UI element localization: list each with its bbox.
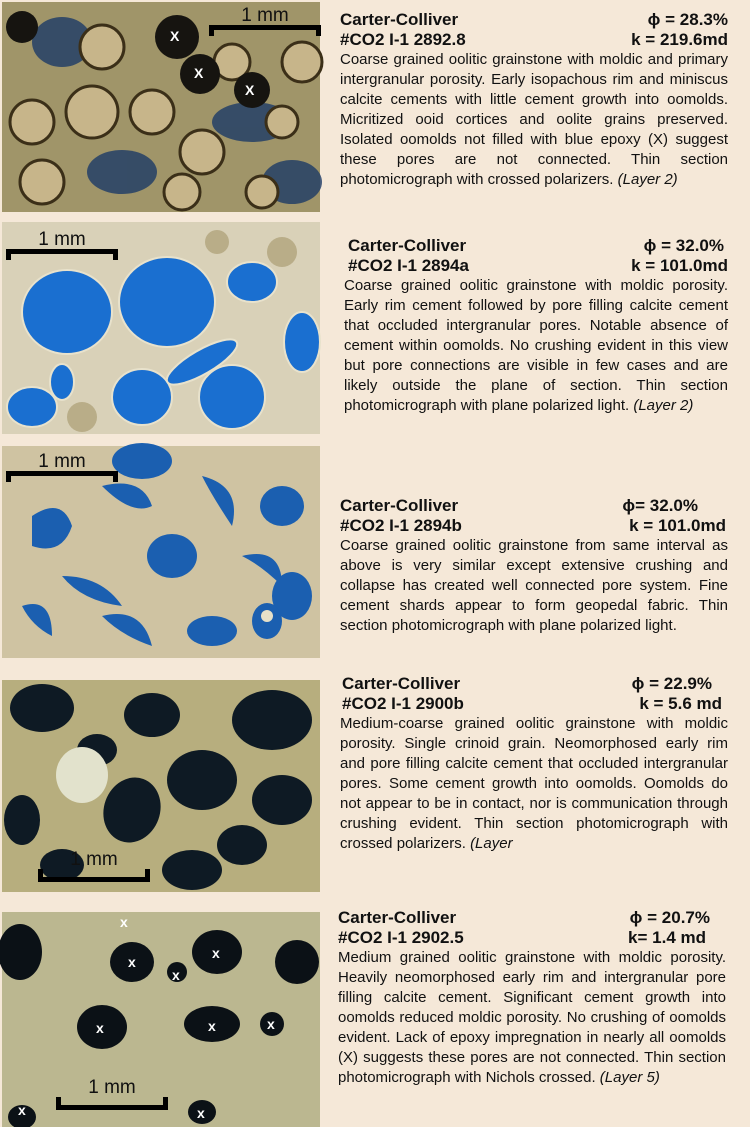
photomicrograph-3 <box>2 446 320 658</box>
unfilled-pore-marker: x <box>128 954 136 970</box>
well-name: Carter-Colliver <box>340 10 459 29</box>
layer-label: (Layer 2) <box>617 171 678 188</box>
photomicrograph-2 <box>2 222 320 434</box>
sample-description <box>340 50 728 190</box>
sample-description <box>340 714 728 852</box>
unfilled-pore-marker: X <box>194 65 204 81</box>
photomicrograph-5 <box>2 912 320 1127</box>
unfilled-pore-marker: x <box>212 945 220 961</box>
description-text: Medium-coarse grained oolitic grainstone with moldic porosity. Single crinoid grain. Neomorphosed early rim and pore filling calcite cement that occluded intergranular pores. Some cement growth into oomolds. Oomolds do not appear to be in contact, nor is communication through crushing evident. Thin section photomicrograph with crossed polarizers. <box>340 715 728 852</box>
unfilled-pore-marker: x <box>120 914 128 930</box>
scale-label: 1 mm <box>241 5 289 26</box>
entry-1 <box>0 0 750 220</box>
layer-label: (Layer 2) <box>633 397 694 414</box>
sample-id: #CO2 I-1 2894b <box>340 516 462 535</box>
unfilled-pore-marker: X <box>170 28 180 44</box>
layer-label: (Layer 5) <box>599 1069 660 1086</box>
description-text: Coarse grained oolitic grainstone with moldic and primary intergranular porosity. Early isopachous rim and miniscus calcite cements with little cement growth into oomolds. Micritized ooid cortices and oolite grains preserved. Isolated oomolds not filled with blue epoxy (X) suggest these pores are not connected. Thin section photomicrograph with crossed polarizers. <box>340 51 728 188</box>
well-name: Carter-Colliver <box>348 236 467 255</box>
unfilled-pore-marker: x <box>18 1102 26 1118</box>
entry-2 <box>0 222 750 440</box>
description-text: Medium grained oolitic grainstone with moldic porosity. Heavily neomorphosed early rim and intergranular pore filling calcite cement. Significant cement growth into oomolds reduced moldic porosity. No crushing of oomolds evident. Lack of epoxy impregnation in nearly all oomolds (X) suggests these pores are not connected. Thin section photomicrograph with Nichols crossed. <box>338 949 726 1086</box>
scale-bar <box>38 850 150 882</box>
entry-3 <box>0 446 750 662</box>
description-text: Coarse grained oolitic grainstone with moldic porosity. Early rim cement followed by pore filling calcite cement that occluded intergranular pores. Notable absence of cement within oomolds. No crushing evident in this view but pore connections are visible in few cases and are likely outside the plane of section. Thin section photomicrograph with plane polarized light. <box>344 277 728 414</box>
entry-2-caption <box>340 236 728 416</box>
scale-bar-line <box>209 25 321 36</box>
permeability-value: k = 5.6 md <box>639 694 722 713</box>
entry-4 <box>0 674 750 894</box>
porosity-value: ϕ = 22.9% <box>631 674 712 693</box>
unfilled-pore-marker: x <box>267 1016 275 1032</box>
scale-bar-line <box>56 1097 168 1110</box>
scale-bar-line <box>6 471 118 482</box>
scale-bar-line <box>38 869 150 882</box>
entry-3-caption <box>340 496 728 636</box>
photomicrograph-1 <box>2 2 320 212</box>
sample-id: #CO2 I-1 2892.8 <box>340 30 466 49</box>
scale-label: 1 mm <box>38 451 86 472</box>
unfilled-pore-marker: x <box>96 1020 104 1036</box>
well-name: Carter-Colliver <box>342 674 461 693</box>
well-name: Carter-Colliver <box>338 908 457 927</box>
scale-bar <box>6 452 118 482</box>
unfilled-pore-marker: x <box>208 1018 216 1034</box>
sample-id: #CO2 I-1 2900b <box>342 694 464 713</box>
sample-id: #CO2 I-1 2894a <box>348 256 469 275</box>
entry-4-caption <box>340 674 728 852</box>
entry-5 <box>0 908 750 1127</box>
unfilled-pore-marker: x <box>197 1105 205 1121</box>
sample-description <box>344 276 728 416</box>
description-text: Coarse grained oolitic grainstone from same interval as above is very similar except extensive crushing and collapse has created well connected pore system. Fine cement shards appear to form geopedal fabric. Thin section photomicrograph with plane polarized light. <box>340 537 728 634</box>
unfilled-pore-marker: x <box>172 967 180 983</box>
entry-5-caption <box>338 908 726 1088</box>
permeability-value: k = 101.0md <box>629 516 726 535</box>
scale-bar <box>209 6 321 36</box>
sample-description <box>340 536 728 636</box>
unfilled-pore-marker: X <box>245 82 255 98</box>
scale-bar <box>56 1078 168 1110</box>
entry-1-caption <box>340 10 728 190</box>
porosity-value: ϕ = 20.7% <box>629 908 710 927</box>
permeability-value: k= 1.4 md <box>628 928 706 947</box>
scale-label: 1 mm <box>38 229 86 250</box>
porosity-value: ϕ = 28.3% <box>647 10 728 29</box>
layer-label: (Layer <box>470 835 513 852</box>
porosity-value: ϕ = 32.0% <box>643 236 724 255</box>
permeability-value: k = 219.6md <box>631 30 728 49</box>
porosity-value: ϕ= 32.0% <box>622 496 698 515</box>
well-name: Carter-Colliver <box>340 496 459 515</box>
sample-id: #CO2 I-1 2902.5 <box>338 928 464 947</box>
photomicrograph-4 <box>2 680 320 892</box>
scale-bar-line <box>6 249 118 260</box>
permeability-value: k = 101.0md <box>631 256 728 275</box>
sample-description <box>338 948 726 1088</box>
scale-label: 1 mm <box>88 1077 136 1098</box>
scale-bar <box>6 230 118 260</box>
scale-label: 1 mm <box>70 849 118 870</box>
